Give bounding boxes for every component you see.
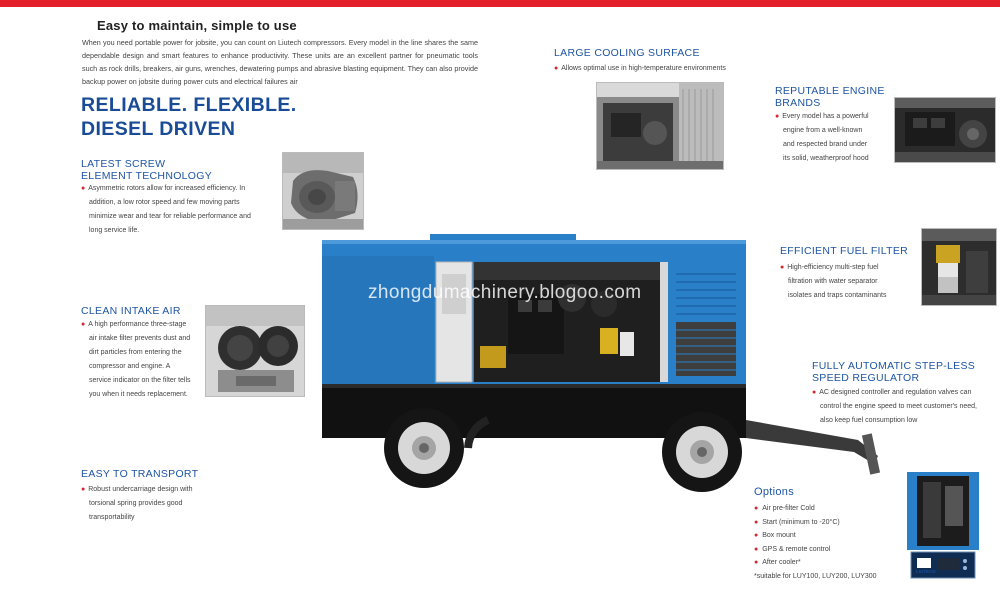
engine-photo (894, 97, 996, 163)
options-note: *suitable for LUY100, LUY200, LUY300 (754, 572, 877, 580)
cooling-section-body (554, 62, 726, 76)
option-label: Box mount (762, 532, 796, 539)
transport-line: torsional spring provides good (89, 500, 183, 507)
engine-line: and respected brand under (783, 141, 868, 148)
intake-line: air intake filter prevents dust and (89, 335, 191, 342)
regulator-line: also keep fuel consumption low (820, 417, 918, 424)
watermark: zhongdumachinery.blogoo.com (368, 282, 642, 303)
option-item (754, 556, 877, 570)
screw-title-line-2: ELEMENT TECHNOLOGY (81, 169, 213, 182)
top-red-bar (0, 0, 1000, 7)
option-label: Start (minimum to -20°C) (762, 518, 840, 526)
screw-element-photo (282, 152, 364, 230)
regulator-line: control the engine speed to meet customer's need, (820, 403, 977, 410)
option-item (754, 502, 877, 516)
option-item (754, 516, 877, 530)
screw-section-body (81, 182, 251, 238)
bullet-icon: ● (754, 518, 759, 526)
controller-photo (907, 472, 979, 580)
fuel-line: isolates and traps contaminants (788, 292, 887, 299)
engine-line: engine from a well-known (783, 127, 863, 134)
intake-section-body (81, 318, 191, 402)
bullet-icon: ● (754, 505, 759, 512)
transport-line: transportability (89, 514, 135, 521)
fuel-filter-photo (921, 228, 997, 306)
screw-line: addition, a low rotor speed and few moving parts (89, 199, 240, 206)
bullet-icon: ● (754, 545, 759, 553)
bullet-icon: ● (754, 559, 759, 566)
cooling-line: Allows optimal use in high-temperature environments (561, 65, 726, 72)
engine-title-line-1: REPUTABLE ENGINE (775, 85, 885, 97)
option-label: GPS & remote control (762, 545, 831, 553)
fuel-line: High-efficiency multi-step fuel (787, 264, 879, 271)
engine-line: Every model has a powerful (782, 113, 869, 120)
bullet-icon: ● (81, 486, 86, 493)
option-label: Air pre-filter Cold (762, 505, 815, 512)
cooling-section-title: LARGE COOLING SURFACE (554, 47, 700, 59)
bullet-icon: ● (81, 321, 86, 328)
options-list (754, 502, 877, 583)
controller-brand-label: LIUTECH (916, 569, 936, 574)
compressor-machine (318, 234, 908, 496)
option-item (754, 529, 877, 543)
cooling-photo (596, 82, 724, 170)
intake-line: dirt particles from entering the (89, 349, 182, 356)
intake-line: you when it needs replacement. (89, 391, 188, 398)
headline (81, 93, 297, 141)
engine-section-title (775, 86, 885, 109)
screw-line: minimize wear and tear for reliable performance and (89, 213, 251, 220)
fuel-line: filtration with water separator (788, 278, 878, 285)
screw-section-title (81, 159, 212, 182)
bullet-icon: ● (775, 113, 780, 120)
intake-line: compressor and engine. A (89, 363, 171, 370)
regulator-line: AC designed controller and regulation valves can (819, 389, 972, 396)
bullet-icon: ● (554, 65, 559, 72)
transport-section-body (81, 483, 193, 525)
bullet-icon: ● (812, 389, 817, 396)
intro-title: Easy to maintain, simple to use (97, 18, 297, 33)
bullet-icon: ● (780, 264, 785, 271)
option-label: After cooler* (762, 559, 801, 566)
bullet-icon: ● (754, 532, 759, 539)
transport-line: Robust undercarriage design with (88, 486, 193, 493)
options-title: Options (754, 486, 795, 498)
screw-title-line-1: LATEST SCREW (81, 158, 166, 170)
engine-line: its solid, weatherproof hood (783, 155, 869, 162)
headline-line-1: RELIABLE. FLEXIBLE. (81, 94, 297, 116)
intake-line: service indicator on the filter tells (89, 377, 191, 384)
screw-line: Asymmetric rotors allow for increased efficiency. In (88, 185, 246, 192)
transport-section-title: EASY TO TRANSPORT (81, 468, 199, 480)
bullet-icon: ● (81, 185, 86, 192)
intro-body: When you need portable power for jobsite, you can count on Liutech compressors. Every model in the line shares the same dependable design and smart features to enhance productivity. These units are an excellent partner for pneumatic tools such as rock drills, breakers, air guns, wrenches, dewatering pumps and abrasive blasting equipment. They can also provide backup power on jobsite during power cuts and electrical failures air (82, 38, 478, 86)
screw-line: long service life. (89, 227, 140, 234)
option-item (754, 543, 877, 557)
intake-line: A high performance three-stage (88, 321, 187, 328)
fuel-section-title: EFFICIENT FUEL FILTER (780, 245, 909, 257)
regulator-title-line-1: FULLY AUTOMATIC STEP-LESS (812, 360, 976, 372)
intake-filter-photo (205, 305, 305, 397)
engine-title-line-2: BRANDS (775, 96, 821, 109)
headline-line-2: DIESEL DRIVEN (81, 118, 236, 140)
regulator-title-line-2: SPEED REGULATOR (812, 371, 920, 384)
engine-section-body (775, 110, 885, 166)
intake-section-title: CLEAN INTAKE AIR (81, 305, 181, 317)
